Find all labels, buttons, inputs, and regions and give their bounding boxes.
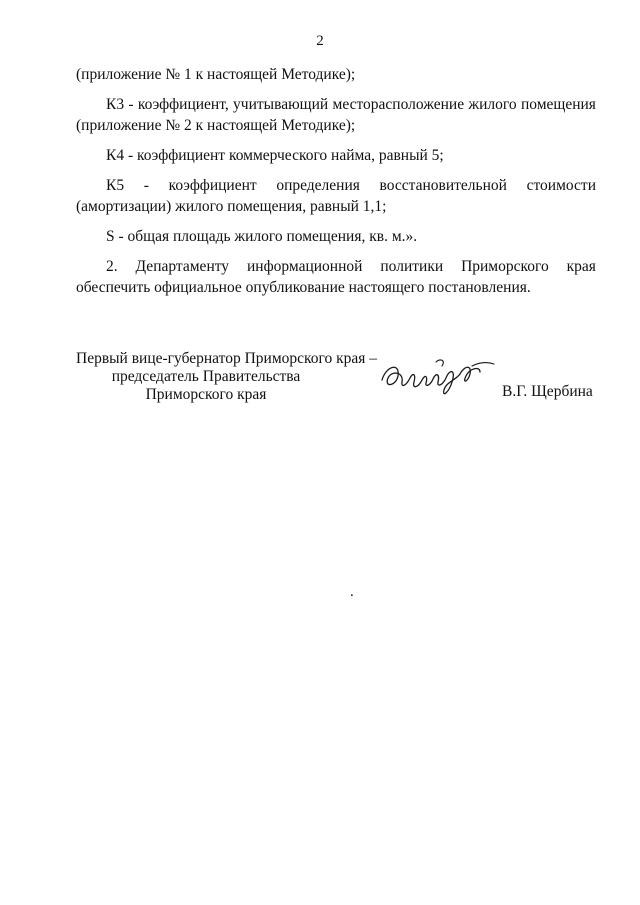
text-line-8: [106, 258, 596, 276]
word: -: [143, 177, 149, 194]
word: стоимости: [526, 177, 596, 194]
text-line-4: К4 - коэффициент коммерческого найма, равный 5;: [106, 147, 444, 164]
word: жилого: [468, 96, 517, 113]
handwritten-signature: [376, 352, 506, 402]
text-line-5: [106, 177, 596, 195]
word: определения: [276, 177, 360, 194]
word: учитывающий: [233, 96, 329, 113]
signatory-position: [76, 350, 378, 404]
word: информационной: [246, 258, 363, 275]
word: коэффициент,: [137, 96, 229, 113]
text-line-9: обеспечить официальное опубликование настоящего постановления.: [76, 279, 531, 296]
text-line-3: (приложение № 2 к настоящей Методике);: [76, 117, 356, 134]
word: -: [128, 96, 134, 113]
stray-mark: .: [350, 584, 354, 600]
word: коэффициент: [168, 177, 257, 194]
word: месторасположение: [332, 96, 465, 113]
page-number: 2: [316, 33, 324, 49]
position-line-1: Первый вице-губернатор Приморского края –: [76, 350, 378, 367]
text-line-7: S - общая площадь жилого помещения, кв. м.».: [106, 228, 418, 245]
word: 2.: [106, 258, 118, 275]
position-line-2: председатель Правительства: [111, 368, 301, 385]
word: восстановительной: [379, 177, 507, 194]
text-line-2: [106, 96, 596, 114]
word: Департаменту: [135, 258, 230, 275]
word: К3: [106, 96, 125, 113]
position-line-3: Приморского края: [145, 386, 267, 403]
text-line-1: (приложение № 1 к настоящей Методике);: [76, 66, 356, 83]
word: края: [566, 258, 596, 275]
text-line-6: (амортизации) жилого помещения, равный 1,1;: [76, 198, 387, 215]
word: К5: [106, 177, 125, 194]
word: Приморского: [461, 258, 549, 275]
signer-name: В.Г. Щербина: [502, 383, 593, 400]
word: политики: [380, 258, 444, 275]
word: помещения: [520, 96, 596, 113]
